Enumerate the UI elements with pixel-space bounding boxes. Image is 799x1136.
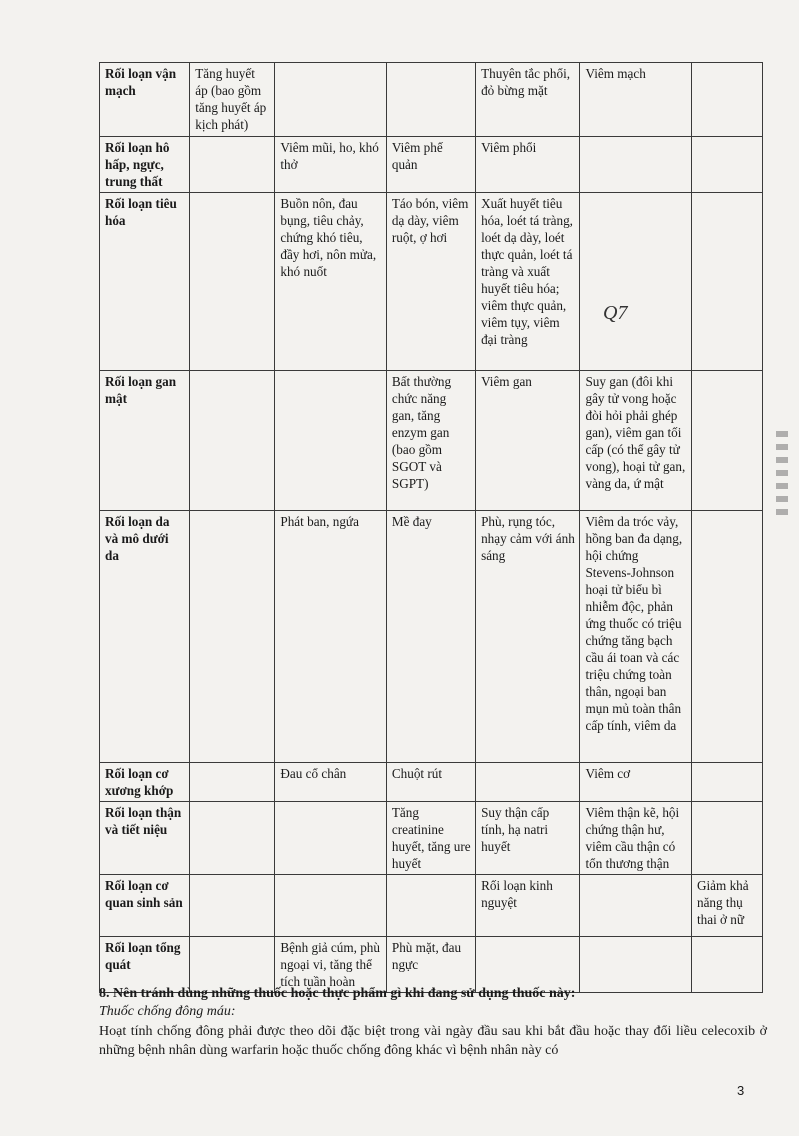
table-row bbox=[100, 875, 763, 937]
table-cell bbox=[190, 937, 275, 993]
table-cell bbox=[275, 802, 387, 875]
table-cell bbox=[691, 193, 762, 371]
table-cell bbox=[386, 63, 475, 137]
table-cell bbox=[386, 875, 475, 937]
stamp-edge-fragment bbox=[776, 424, 790, 574]
table-cell bbox=[691, 511, 762, 763]
handwritten-mark: Q7 bbox=[603, 302, 628, 324]
side-effects-table bbox=[99, 62, 763, 993]
row-label: Rối loạn tổng quát bbox=[100, 937, 190, 993]
row-label: Rối loạn vận mạch bbox=[100, 63, 190, 137]
table-cell: Viêm mạch bbox=[580, 63, 692, 137]
table-cell bbox=[691, 63, 762, 137]
row-label: Rối loạn gan mật bbox=[100, 371, 190, 511]
table-cell: Viêm gan bbox=[476, 371, 580, 511]
table-cell: Phù mặt, đau ngực bbox=[386, 937, 475, 993]
table-cell: Bất thường chức năng gan, tăng enzym gan (bao gồm SGOT và SGPT) bbox=[386, 371, 475, 511]
table-cell bbox=[580, 937, 692, 993]
table-cell bbox=[275, 875, 387, 937]
table-cell bbox=[691, 371, 762, 511]
table-cell bbox=[190, 763, 275, 802]
table-cell: Phù, rụng tóc, nhạy cảm với ánh sáng bbox=[476, 511, 580, 763]
table-cell: Rối loạn kinh nguyệt bbox=[476, 875, 580, 937]
table-cell: Viêm cơ bbox=[580, 763, 692, 802]
table-row bbox=[100, 802, 763, 875]
row-label: Rối loạn cơ quan sinh sản bbox=[100, 875, 190, 937]
table-cell bbox=[190, 802, 275, 875]
row-label: Rối loạn hô hấp, ngực, trung thất bbox=[100, 137, 190, 193]
table-cell: Đau cổ chân bbox=[275, 763, 387, 802]
table-cell bbox=[580, 137, 692, 193]
row-label: Rối loạn tiêu hóa bbox=[100, 193, 190, 371]
table-cell bbox=[275, 63, 387, 137]
row-label: Rối loạn cơ xương khớp bbox=[100, 763, 190, 802]
side-effects-table-body bbox=[100, 63, 763, 993]
table-cell: Tăng huyết áp (bao gồm tăng huyết áp kịch phát) bbox=[190, 63, 275, 137]
table-cell bbox=[580, 193, 692, 371]
table-cell bbox=[476, 937, 580, 993]
table-cell bbox=[691, 937, 762, 993]
table-row bbox=[100, 371, 763, 511]
table-cell bbox=[190, 511, 275, 763]
table-cell: Táo bón, viêm dạ dày, viêm ruột, ợ hơi bbox=[386, 193, 475, 371]
table-cell bbox=[190, 137, 275, 193]
section-subheading: Thuốc chống đông máu: bbox=[99, 1004, 236, 1019]
section-heading: 8. Nên tránh dùng những thuốc hoặc thực phẩm gì khi đang sử dụng thuốc này: bbox=[99, 986, 576, 1001]
row-label: Rối loạn thận và tiết niệu bbox=[100, 802, 190, 875]
table-cell bbox=[190, 875, 275, 937]
table-cell: Phát ban, ngứa bbox=[275, 511, 387, 763]
table-row bbox=[100, 193, 763, 371]
table-cell bbox=[476, 763, 580, 802]
row-label: Rối loạn da và mô dưới da bbox=[100, 511, 190, 763]
table-row bbox=[100, 63, 763, 137]
table-row bbox=[100, 511, 763, 763]
table-cell: Suy gan (đôi khi gây tử vong hoặc đòi hỏi phải ghép gan), viêm gan tối cấp (có thể gây tử vong), hoại tử gan, vàng da, ứ mật bbox=[580, 371, 692, 511]
table-cell: Chuột rút bbox=[386, 763, 475, 802]
table-cell: Thuyên tắc phổi, đỏ bừng mặt bbox=[476, 63, 580, 137]
table-cell: Mề đay bbox=[386, 511, 475, 763]
table-cell bbox=[691, 802, 762, 875]
table-cell: Giảm khả năng thụ thai ở nữ bbox=[691, 875, 762, 937]
table-cell: Buồn nôn, đau bụng, tiêu chảy, chứng khó tiêu, đầy hơi, nôn mửa, khó nuốt bbox=[275, 193, 387, 371]
table-cell: Viêm da tróc vảy, hồng ban đa dạng, hội chứng Stevens-Johnson hoại tử biểu bì nhiễm độc, phản ứng thuốc có triệu chứng tăng bạch cầu ái toan và các triệu chứng toàn thân, ngoại ban mụn mủ toàn thân cấp tính, viêm da bbox=[580, 511, 692, 763]
table-cell: Tăng creatinine huyết, tăng ure huyết bbox=[386, 802, 475, 875]
table-row bbox=[100, 137, 763, 193]
table-cell: Suy thận cấp tính, hạ natri huyết bbox=[476, 802, 580, 875]
table-cell: Viêm thận kẽ, hội chứng thận hư, viêm cầu thận có tổn thương thận bbox=[580, 802, 692, 875]
page-number: 3 bbox=[737, 1083, 745, 1098]
table-cell bbox=[580, 875, 692, 937]
table-cell bbox=[190, 193, 275, 371]
table-cell: Bệnh giả cúm, phù ngoại vi, tăng thể tích tuần hoàn bbox=[275, 937, 387, 993]
table-cell: Viêm phế quản bbox=[386, 137, 475, 193]
table-cell: Xuất huyết tiêu hóa, loét tá tràng, loét dạ dày, loét thực quản, loét tá tràng và xuất huyết tiêu hóa; viêm thực quản, viêm tụy, viêm đại tràng bbox=[476, 193, 580, 371]
table-row bbox=[100, 763, 763, 802]
table-cell bbox=[691, 763, 762, 802]
section-paragraph: Hoạt tính chống đông phải được theo dõi đặc biệt trong vài ngày đầu sau khi bắt đầu hoặc thay đổi liều celecoxib ở những bệnh nhân dùng warfarin hoặc thuốc chống đông khác vì bệnh nhân này có bbox=[99, 1024, 767, 1058]
table-cell bbox=[190, 371, 275, 511]
table-row bbox=[100, 937, 763, 993]
table-cell bbox=[691, 137, 762, 193]
table-cell: Viêm mũi, ho, khó thở bbox=[275, 137, 387, 193]
table-cell bbox=[275, 371, 387, 511]
table-cell: Viêm phổi bbox=[476, 137, 580, 193]
